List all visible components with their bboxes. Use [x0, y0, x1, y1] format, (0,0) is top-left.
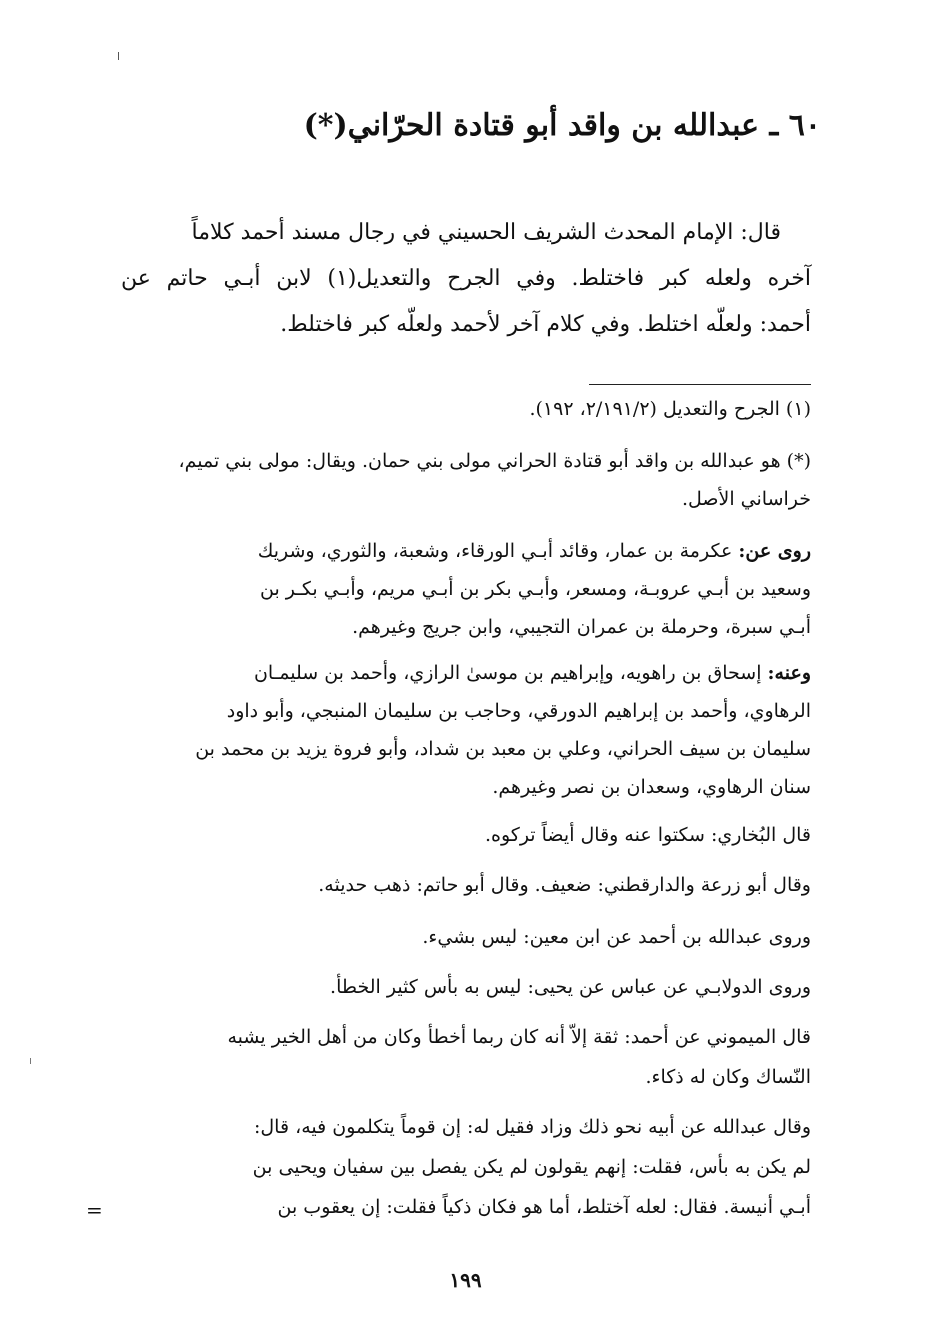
intro-line: آخره ولعله كبر فاختلط. وفي الجرح والتعديل(١) لابن أبـي حاتم عن	[121, 266, 811, 291]
maimuni-line: قال الميموني عن أحمد: ثقة إلاّ أنه كان ربما أخطأ وكان من أهل الخير يشبه	[227, 1026, 811, 1048]
entry-title: ٦٠ ـ عبدالله بن واقد أبو قتادة الحرّاني(*)	[303, 108, 821, 143]
abdullah-line: وقال عبدالله عن أبيه نحو ذلك وزاد فقيل له: إن قوماً يتكلمون فيه، قال:	[253, 1116, 811, 1138]
statement-line: وقال أبو زرعة والدارقطني: ضعيف. وقال أبو حاتم: ذهب حديثه.	[318, 874, 811, 896]
abdullah-line: لم يكن به بأس، فقلت: إنهم يقولون لم يكن يفصل بين سفيان ويحيى بن	[252, 1156, 811, 1178]
page-number: ١٩٩	[449, 1268, 482, 1292]
rawa-line	[121, 540, 811, 562]
anhu-line: سليمان بن سيف الحراني، وعلي بن معبد بن شداد، وأبو فروة يزيد بن محمد بن	[195, 738, 811, 760]
anhu-line: الرهاوي، وأحمد بن إبراهيم الدورقي، وحاجب بن سليمان المنبجي، وأبو داود	[226, 700, 811, 722]
rawa-label: روى عن:	[738, 540, 811, 562]
footnote-1: (١) الجرح والتعديل (٢/١٩١/٢، ١٩٢).	[529, 398, 811, 420]
scan-mark	[30, 1058, 31, 1064]
maimuni-line: النّساك وكان له ذكاء.	[645, 1066, 811, 1088]
statement-line: وروى عبدالله بن أحمد عن ابن معين: ليس بشيء.	[422, 926, 811, 948]
intro-line: أحمد: ولعلّه اختلط. وفي كلام آخر لأحمد ولعلّه كبر فاختلط.	[280, 312, 811, 337]
anhu-line	[121, 662, 811, 684]
footnote-star-line: خراساني الأصل.	[681, 488, 811, 510]
anhu-text: إسحاق بن راهويه، وإبراهيم بن موسىٰ الرازي، وأحمد بن سليمـان	[253, 662, 762, 684]
anhu-label: وعنه:	[767, 662, 811, 684]
footnote-star-line: (*) هو عبدالله بن واقد أبو قتادة الحراني مولى بني حمان. ويقال: مولى بني تميم،	[178, 450, 811, 472]
statement-line: وروى الدولابـي عن عباس عن يحيى: ليس به بأس كثير الخطأ.	[330, 976, 811, 998]
scan-mark	[118, 52, 119, 60]
intro-line: قال: الإمام المحدث الشريف الحسيني في رجال مسند أحمد كلاماً	[191, 220, 781, 245]
continuation-mark: =	[86, 1198, 103, 1222]
abdullah-line: أبـي أنيسة. فقال: لعله آختلط، أما هو فكان ذكياً فقلت: إن يعقوب بن	[277, 1196, 811, 1218]
rawa-line: أبـي سبرة، وحرملة بن عمران التجيبي، وابن جريج وغيرهم.	[352, 616, 811, 638]
rawa-text: عكرمة بن عمار، وقائد أبـي الورقاء، وشعبة، والثوري، وشريك	[257, 540, 733, 562]
footnote-separator	[589, 384, 811, 385]
rawa-line: وسعيد بن أبـي عروبـة، ومسعر، وأبـي بكر بن أبـي مريم، وأبـي بكـر بن	[260, 578, 811, 600]
statement-line: قال البُخاري: سكتوا عنه وقال أيضاً تركوه.	[484, 824, 811, 846]
anhu-line: سنان الرهاوي، وسعدان بن نصر وغيرهم.	[492, 776, 811, 798]
